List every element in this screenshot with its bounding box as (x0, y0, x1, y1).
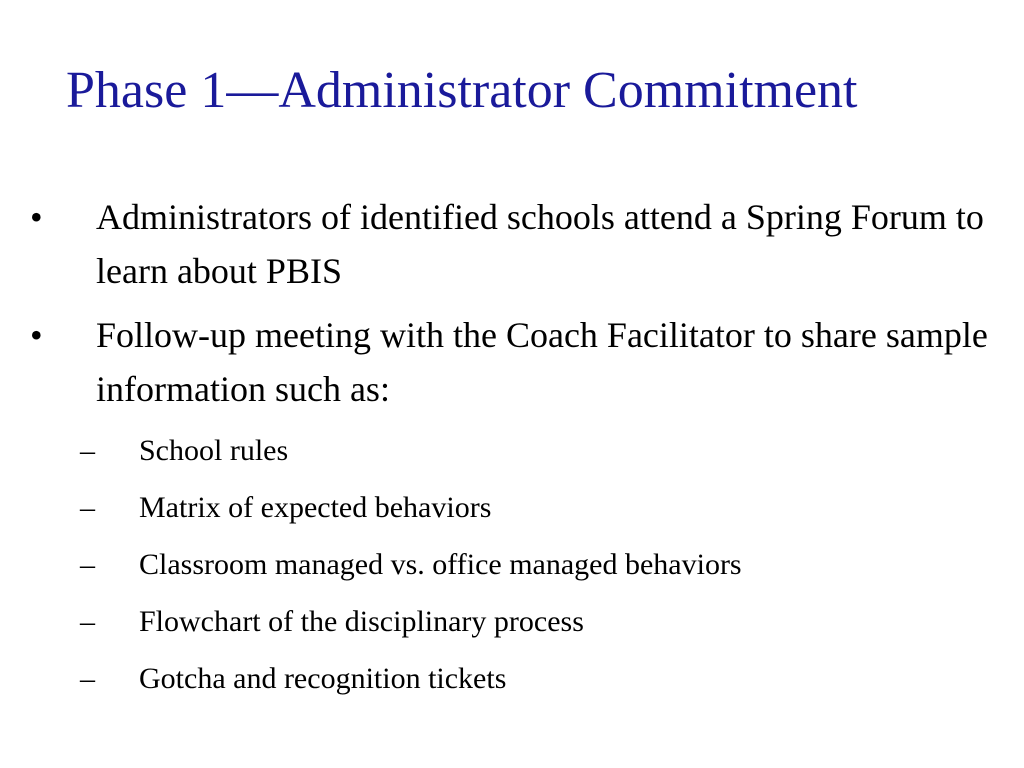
dash-marker: – (80, 491, 95, 524)
bullet-text: Administrators of identified schools attend a Spring Forum to learn about PBIS (96, 197, 984, 291)
dash-marker: – (80, 605, 95, 638)
sub-bullet-text: Classroom managed vs. office managed behaviors (139, 548, 742, 581)
slide-title: Phase 1—Administrator Commitment (66, 62, 858, 119)
dash-marker: – (80, 662, 95, 695)
sub-bullet-text: Flowchart of the disciplinary process (139, 605, 584, 638)
bullet-marker: • (30, 197, 43, 237)
dash-marker: – (80, 434, 95, 467)
sub-bullet-text: Gotcha and recognition tickets (139, 662, 507, 695)
sub-bullet-text: School rules (139, 434, 289, 467)
bullet-text: Follow-up meeting with the Coach Facilitator to share sample information such as: (96, 315, 988, 409)
dash-marker: – (80, 548, 95, 581)
bullet-marker: • (30, 315, 43, 355)
sub-bullet-text: Matrix of expected behaviors (139, 491, 492, 524)
